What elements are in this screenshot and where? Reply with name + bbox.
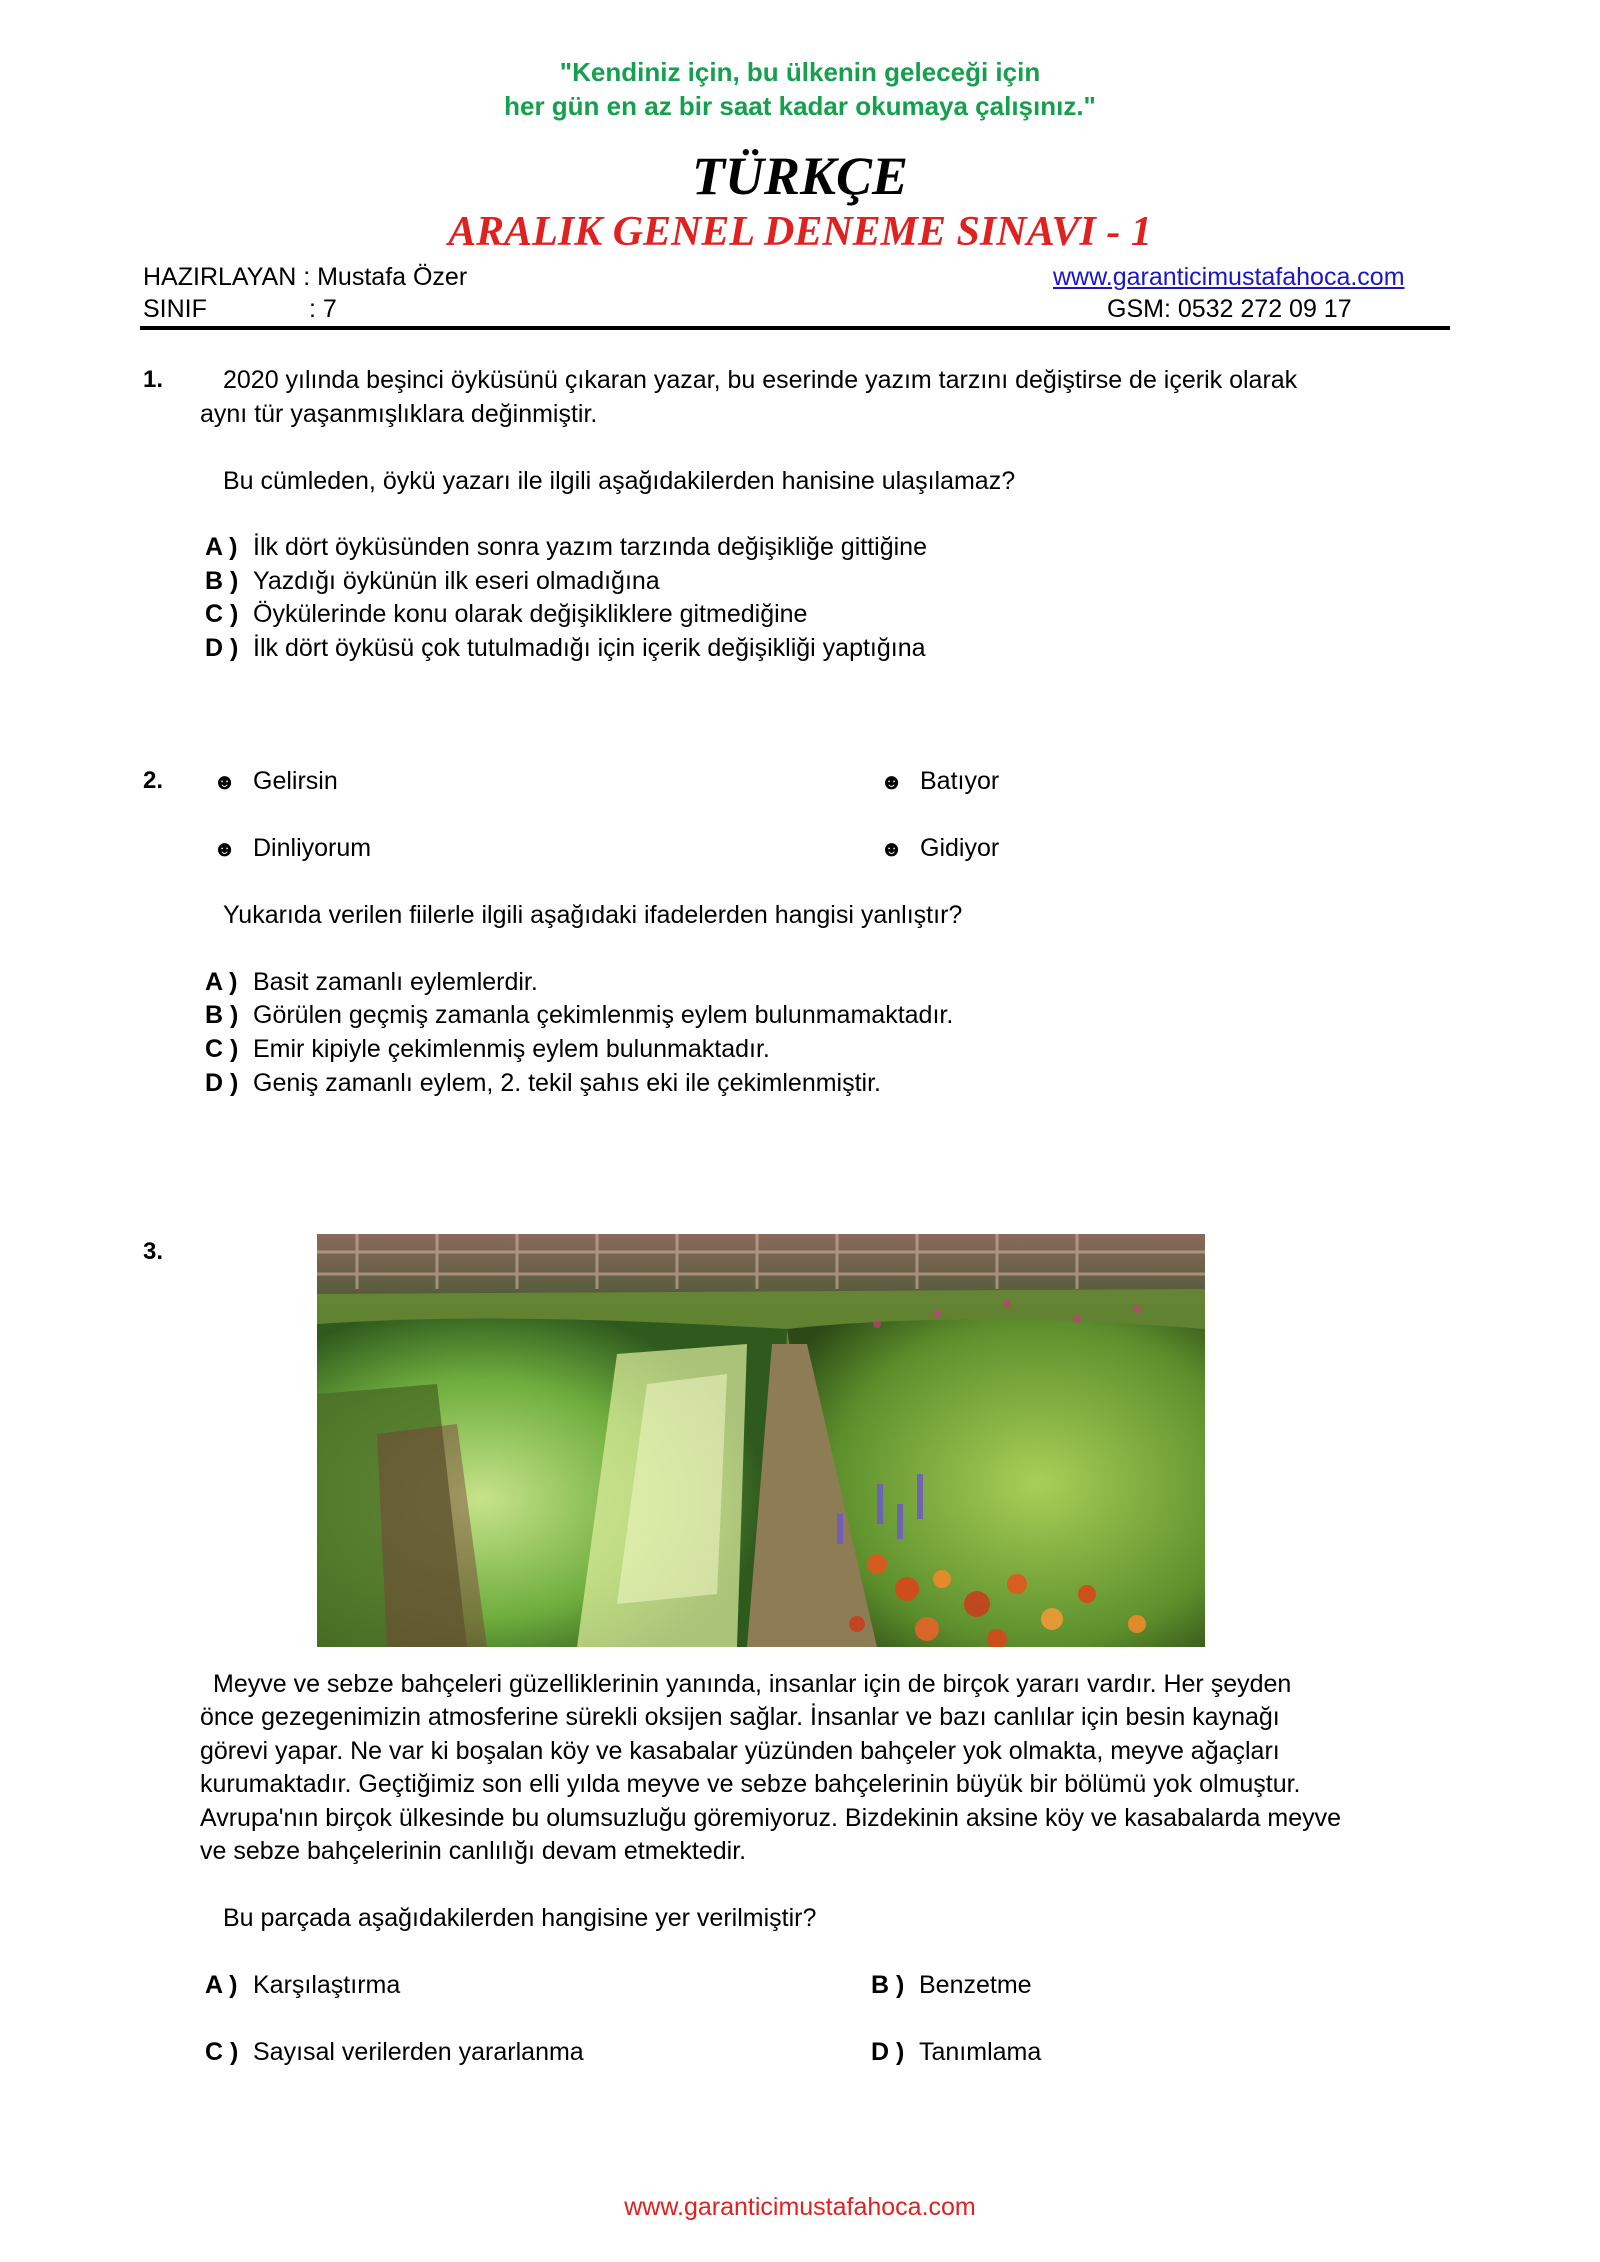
verb-text: Gelirsin [253,767,338,795]
phone: GSM: 0532 272 09 17 [1107,295,1352,323]
verb-item [213,764,338,799]
smiley-bullet-icon: ☻ [880,769,904,794]
option-text: Basit zamanlı eylemlerdir. [253,968,538,996]
question-3-option-a[interactable] [205,1968,400,2002]
option-letter: A ) [205,1971,238,1999]
option-text: Görülen geçmiş zamanla çekimlenmiş eylem bulunmamaktadır. [253,1001,954,1029]
question-2-option-a[interactable] [205,965,538,999]
class-value: : 7 [309,295,337,323]
question-3-prompt: Bu parçada aşağıdakilerden hangisine yer verilmiştir? [223,1904,817,1932]
author-label: HAZIRLAYAN : Mustafa Özer [143,263,468,291]
option-text: Yazdığı öykünün ilk eseri olmadığına [253,567,660,595]
question-2-option-d[interactable] [205,1066,881,1100]
verb-text: Batıyor [920,767,1000,795]
option-text: Tanımlama [919,2038,1042,2066]
option-letter: C ) [205,600,239,628]
question-3-number: 3. [143,1238,164,1265]
garden-photo [317,1234,1205,1647]
passage-line: Avrupa'nın birçok ülkesinde bu olumsuzluğu göremiyoruz. Bizdekinin aksine köy ve kasabalarda meyve [200,1804,1342,1832]
option-letter: A ) [205,533,238,561]
option-text: Geniş zamanlı eylem, 2. tekil şahıs eki ile çekimlenmiştir. [253,1069,881,1097]
option-letter: D ) [205,1069,239,1097]
question-1-option-a[interactable] [205,530,927,564]
option-text: İlk dört öyküsünden sonra yazım tarzında değişikliğe gittiğine [253,533,927,561]
question-1-text-line-1: 2020 yılında beşinci öyküsünü çıkaran yazar, bu eserinde yazım tarzını değiştirse de içerik olarak [223,366,1298,394]
verb-item [880,764,999,799]
question-1-option-d[interactable] [205,631,926,665]
question-3-option-c[interactable] [205,2035,584,2069]
verb-item [213,831,371,866]
page-title: TÜRKÇE [691,146,909,206]
question-2-option-b[interactable] [205,998,953,1032]
passage-line: kurumaktadır. Geçtiğimiz son elli yılda meyve ve sebze bahçelerinin büyük bir bölümü yok olmuştur. [200,1770,1301,1798]
verb-text: Dinliyorum [253,834,372,862]
passage-line: önce gezegenimizin atmosferine sürekli oksijen sağlar. İnsanlar ve bazı canlılar için besin kaynağı [200,1703,1280,1731]
option-letter: B ) [205,1001,239,1029]
class-label: SINIF [143,295,207,323]
question-1-option-c[interactable] [205,597,807,631]
option-letter: C ) [205,2038,239,2066]
header-divider [140,326,1450,330]
smiley-bullet-icon: ☻ [213,836,237,861]
question-3-option-b[interactable] [871,1968,1032,2002]
footer-website[interactable]: www.garanticimustafahoca.com [624,2193,976,2221]
question-1-number: 1. [143,366,164,393]
exam-subtitle: ARALIK GENEL DENEME SINAVI - 1 [448,209,1152,255]
smiley-bullet-icon: ☻ [880,836,904,861]
option-text: Öykülerinde konu olarak değişikliklere gitmediğine [253,600,808,628]
question-2-number: 2. [143,767,164,794]
website-link-header[interactable] [1053,262,1405,292]
verb-item [880,831,999,866]
option-text: Emir kipiyle çekimlenmiş eylem bulunmaktadır. [253,1035,770,1063]
option-text: Benzetme [919,1971,1032,1999]
verb-text: Gidiyor [920,834,1000,862]
option-text: Sayısal verilerden yararlanma [253,2038,584,2066]
option-text: Karşılaştırma [253,1971,401,1999]
question-2-option-c[interactable] [205,1032,770,1066]
question-2-prompt: Yukarıda verilen fiilerle ilgili aşağıdaki ifadelerden hangisi yanlıştır? [223,901,963,929]
option-letter: B ) [871,1971,905,1999]
option-text: İlk dört öyküsü çok tutulmadığı için içerik değişikliği yaptığına [253,634,926,662]
motto-line-1: "Kendiniz için, bu ülkenin geleceği için [559,57,1041,87]
question-1-option-b[interactable] [205,564,660,598]
question-1-prompt: Bu cümleden, öykü yazarı ile ilgili aşağıdakilerden hanisine ulaşılamaz? [223,467,1016,495]
passage-line: ve sebze bahçelerinin canlılığı devam etmektedir. [200,1837,747,1865]
question-1-text-line-2: aynı tür yaşanmışlıklara değinmiştir. [200,400,598,428]
question-3-option-d[interactable] [871,2035,1041,2069]
passage-line: Meyve ve sebze bahçeleri güzelliklerinin yanında, insanlar için de birçok yararı vardır. Her şeyden [213,1670,1292,1698]
motto [0,55,1600,123]
option-letter: A ) [205,968,238,996]
passage-line: görevi yapar. Ne var ki boşalan köy ve kasabalar yüzünden bahçeler yok olmakta, meyve ağaçları [200,1737,1280,1765]
option-letter: B ) [205,567,239,595]
website-link[interactable]: www.garanticimustafahoca.com [1053,263,1405,291]
option-letter: D ) [871,2038,905,2066]
option-letter: D ) [205,634,239,662]
motto-line-2: her gün en az bir saat kadar okumaya çalışınız." [504,91,1096,121]
smiley-bullet-icon: ☻ [213,769,237,794]
option-letter: C ) [205,1035,239,1063]
